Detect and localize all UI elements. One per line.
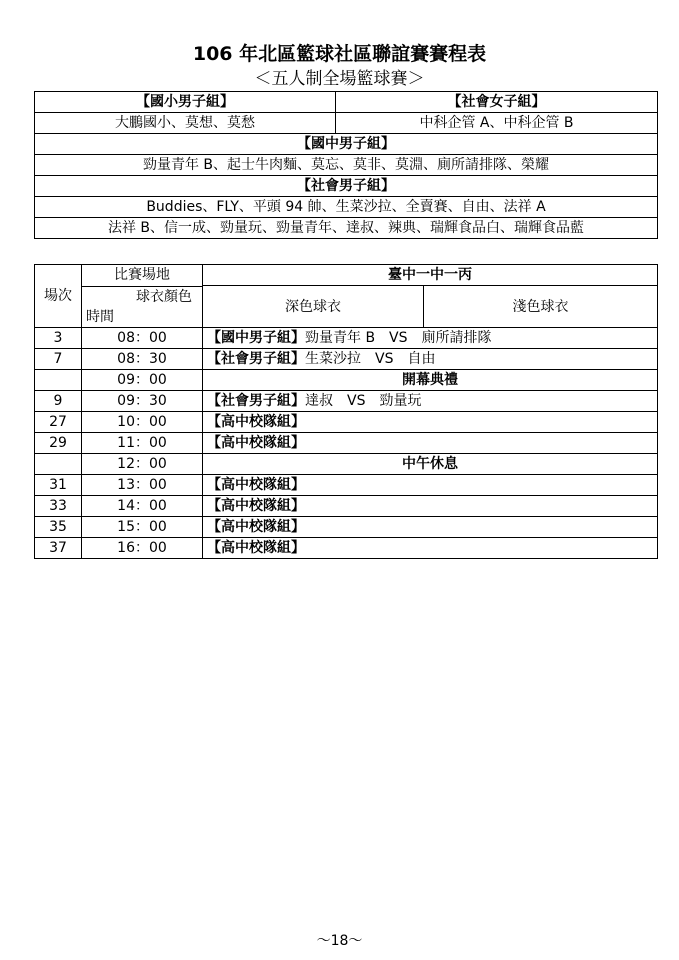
dark-jersey-header: 深色球衣 bbox=[203, 286, 424, 328]
match-no: 35 bbox=[35, 517, 82, 538]
match-time: 16：00 bbox=[82, 538, 203, 559]
match-time: 09：30 bbox=[82, 391, 203, 412]
table-row bbox=[35, 349, 658, 370]
match-no-header: 場次 bbox=[35, 265, 82, 328]
men-teams-line2: 法祥 B、信一成、勁量玩、勁量青年、達叔、辣典、瑞輝食品白、瑞輝食品藍 bbox=[35, 218, 658, 239]
group-label: 【社會男子組】 bbox=[207, 351, 305, 367]
group-label: 【高中校隊組】 bbox=[207, 519, 305, 535]
junior-boys-header-row bbox=[35, 134, 658, 155]
match-time: 11：00 bbox=[82, 433, 203, 454]
venue-label: 比賽場地 bbox=[82, 265, 202, 287]
table-row bbox=[35, 517, 658, 538]
group-label: 【國中男子組】 bbox=[207, 330, 305, 346]
table-row bbox=[35, 496, 658, 517]
matchup-cell bbox=[203, 496, 658, 517]
page-subtitle: ＜五人制全場籃球賽＞ bbox=[254, 69, 425, 89]
match-time: 13：00 bbox=[82, 475, 203, 496]
table-row bbox=[35, 538, 658, 559]
table-row bbox=[35, 412, 658, 433]
junior-boys-teams: 勁量青年 B、起士牛肉麵、莫忘、莫非、莫淵、廁所請排隊、榮耀 bbox=[35, 155, 658, 176]
teams-header-row bbox=[35, 92, 658, 113]
men-header-row bbox=[35, 176, 658, 197]
matchup-cell bbox=[203, 475, 658, 496]
schedule-body bbox=[35, 328, 658, 559]
men-teams-line1: Buddies、FLY、平頭 94 帥、生菜沙拉、全賣賽、自由、法祥 A bbox=[35, 197, 658, 218]
table-row bbox=[35, 433, 658, 454]
match-no: 7 bbox=[35, 349, 82, 370]
schedule-table bbox=[34, 264, 658, 559]
match-no: 31 bbox=[35, 475, 82, 496]
table-row bbox=[35, 454, 658, 475]
table-row bbox=[35, 370, 658, 391]
match-no: 37 bbox=[35, 538, 82, 559]
men-label: 【社會男子組】 bbox=[35, 176, 658, 197]
light-jersey-header: 淺色球衣 bbox=[424, 286, 658, 328]
teams-table bbox=[34, 91, 658, 239]
jersey-label: 球衣顏色 bbox=[136, 289, 192, 305]
matchup-text: 達叔 VS 勁量玩 bbox=[305, 393, 422, 409]
time-label: 時間 bbox=[86, 309, 114, 325]
match-no bbox=[35, 370, 82, 391]
page-number: ～18～ bbox=[316, 933, 363, 949]
group-label: 【高中校隊組】 bbox=[207, 414, 305, 430]
matchup-cell bbox=[203, 433, 658, 454]
match-no: 29 bbox=[35, 433, 82, 454]
junior-boys-list-row bbox=[35, 155, 658, 176]
match-no: 33 bbox=[35, 496, 82, 517]
match-no: 27 bbox=[35, 412, 82, 433]
corner-header bbox=[82, 265, 203, 328]
event-cell: 中午休息 bbox=[203, 454, 658, 475]
group-label: 【社會男子組】 bbox=[207, 393, 305, 409]
match-no bbox=[35, 454, 82, 475]
match-time: 14：00 bbox=[82, 496, 203, 517]
matchup-cell bbox=[203, 391, 658, 412]
match-time: 08：30 bbox=[82, 349, 203, 370]
matchup-cell bbox=[203, 349, 658, 370]
matchup-text: 勁量青年 B VS 廁所請排隊 bbox=[305, 330, 492, 346]
group-label: 【高中校隊組】 bbox=[207, 435, 305, 451]
teams-list-row bbox=[35, 113, 658, 134]
men-list-row-1 bbox=[35, 197, 658, 218]
men-list-row-2 bbox=[35, 218, 658, 239]
match-no: 9 bbox=[35, 391, 82, 412]
elem-boys-teams: 大鵬國小、莫想、莫愁 bbox=[35, 113, 336, 134]
matchup-cell bbox=[203, 412, 658, 433]
junior-boys-label: 【國中男子組】 bbox=[35, 134, 658, 155]
women-teams: 中科企管 A、中科企管 B bbox=[336, 113, 658, 134]
match-time: 08：00 bbox=[82, 328, 203, 349]
venue-name: 臺中一中一丙 bbox=[203, 265, 658, 286]
page-title: 106 年北區籃球社區聯誼賽賽程表 bbox=[192, 43, 487, 65]
matchup-cell bbox=[203, 517, 658, 538]
matchup-text: 生菜沙拉 VS 自由 bbox=[305, 351, 436, 367]
match-time: 10：00 bbox=[82, 412, 203, 433]
group-label: 【高中校隊組】 bbox=[207, 477, 305, 493]
women-label: 【社會女子組】 bbox=[336, 92, 658, 113]
match-time: 15：00 bbox=[82, 517, 203, 538]
table-row bbox=[35, 475, 658, 496]
elem-boys-label: 【國小男子組】 bbox=[35, 92, 336, 113]
match-time: 12：00 bbox=[82, 454, 203, 475]
table-row bbox=[35, 391, 658, 412]
table-row bbox=[35, 328, 658, 349]
group-label: 【高中校隊組】 bbox=[207, 540, 305, 556]
group-label: 【高中校隊組】 bbox=[207, 498, 305, 514]
match-time: 09：00 bbox=[82, 370, 203, 391]
schedule-header-row-1 bbox=[35, 265, 658, 286]
matchup-cell bbox=[203, 328, 658, 349]
matchup-cell bbox=[203, 538, 658, 559]
event-cell: 開幕典禮 bbox=[203, 370, 658, 391]
match-no: 3 bbox=[35, 328, 82, 349]
